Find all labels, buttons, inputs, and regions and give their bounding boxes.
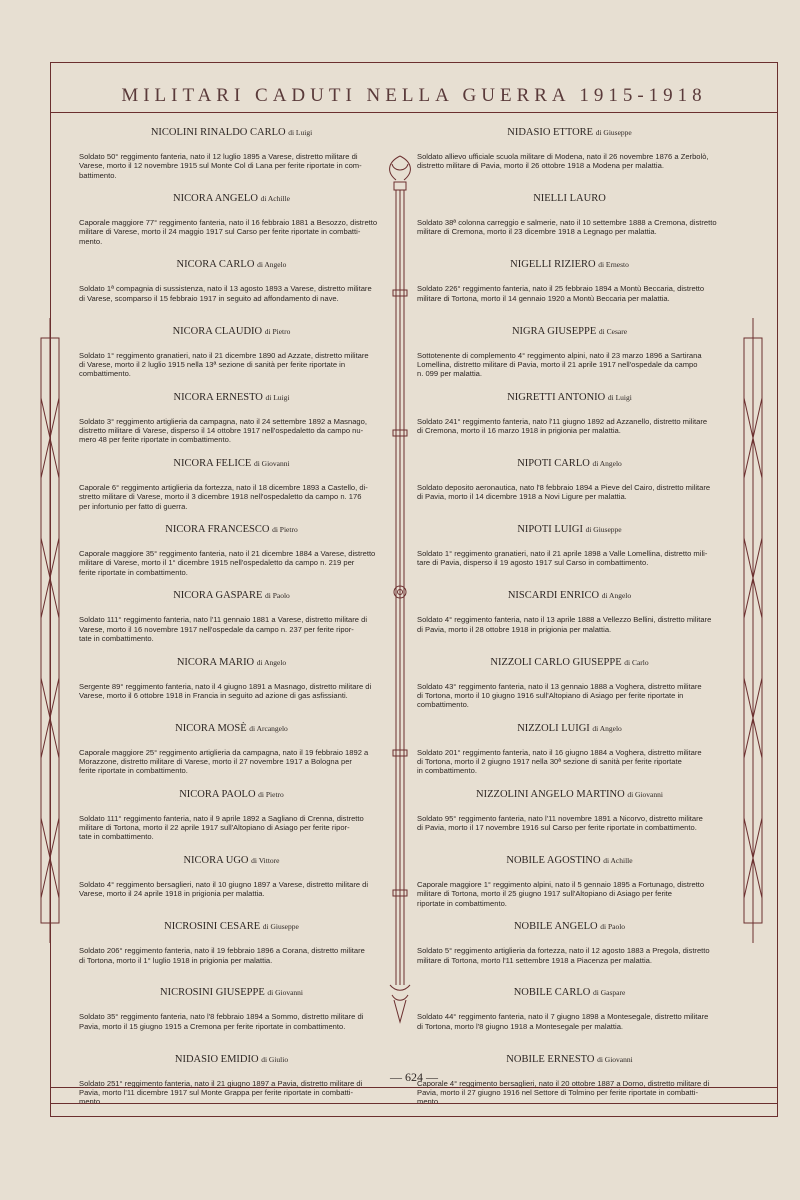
description-line: mento.: [79, 1097, 103, 1107]
patronymic: di Pietro: [258, 789, 284, 799]
description-line: Pavia, morto il 15 giugno 1915 a Cremona per ferite riportate in combattimento.: [79, 1021, 346, 1031]
patronymic: di Angelo: [256, 657, 287, 667]
casualty-description: [79, 218, 384, 246]
description-line: di Varese, scomparso il 15 febbraio 1917 in seguito ad affondamento di nave.: [79, 293, 339, 303]
description-line: Soldato 251° reggimento fanteria, nato il 21 giugno 1897 a Pavia, distretto militare di: [79, 1078, 363, 1088]
patronymic: di Pietro: [264, 326, 291, 336]
description-line: ferite riportate in combattimento.: [79, 567, 188, 577]
left-column: [79, 126, 384, 1119]
casualty-description: [79, 682, 384, 701]
name-text: NICORA ANGELO: [173, 193, 258, 205]
description-line: Soldato 1° reggimento granatieri, nato il 21 dicembre 1890 ad Azzate, distretto militare: [79, 350, 369, 360]
casualty-name: [79, 854, 384, 880]
description-line: combattimento.: [79, 369, 131, 379]
casualty-entry: [417, 325, 722, 391]
patronymic: di Achille: [260, 194, 290, 204]
name-text: NICORA FRANCESCO: [165, 524, 270, 536]
name-text: NIGELLI RIZIERO: [510, 259, 596, 271]
description-line: Sottotenente di complemento 4° reggimento alpini, nato il 23 marzo 1896 a Sartirana: [417, 350, 702, 360]
casualty-description: [417, 946, 722, 965]
description-line: Soldato 241° reggimento fanteria, nato l'11 giugno 1892 ad Azzanello, distretto militare: [417, 416, 708, 426]
description-line: Varese, morto il 16 novembre 1917 nell'ospedale da campo n. 237 per ferite ripor-: [79, 624, 354, 634]
description-line: mento.: [79, 236, 103, 246]
description-line: stretto militare di Varese, morto il 3 dicembre 1918 nell'ospedaletto da campo n. 176: [79, 492, 362, 502]
casualty-entry: [79, 325, 384, 391]
description-line: tare di Pavia, disperso il 19 agosto 1917 sul Carso in combattimento.: [417, 558, 649, 568]
name-text: NOBILE AGOSTINO: [506, 855, 601, 867]
description-line: Soldato 1° reggimento granatieri, nato il 21 aprile 1898 a Valle Lomellina, distretto mili-: [417, 549, 708, 559]
name-text: NICORA CLAUDIO: [172, 325, 263, 337]
casualty-entry: [79, 589, 384, 655]
casualty-description: [417, 417, 722, 436]
casualty-name: [417, 920, 722, 946]
casualty-name: [417, 192, 722, 218]
description-line: Lomellina, distretto militare di Pavia, morto il 21 aprile 1917 nell'ospedale da campo: [417, 359, 698, 369]
casualty-description: [417, 880, 722, 908]
patronymic: di Vittore: [251, 856, 280, 866]
description-line: Varese, morto il 12 novembre 1915 sul Monte Col di Lana per ferite riportate in com-: [79, 161, 362, 171]
right-column: [417, 126, 722, 1119]
casualty-name: [79, 325, 384, 351]
description-line: ferite riportate in combattimento.: [79, 766, 188, 776]
casualty-name: [79, 258, 384, 284]
casualty-name: [417, 854, 722, 880]
name-text: NICROSINI GIUSEPPE: [160, 987, 265, 999]
description-line: militare di Tortona, morto il 22 aprile 1917 sull'Altopiano di Asiago per ferite ripor-: [79, 823, 350, 833]
casualty-description: [417, 682, 722, 710]
casualty-entry: [79, 986, 384, 1052]
description-line: Soldato 38ª colonna carreggio e salmerie, nato il 10 settembre 1888 a Cremona, distretto: [417, 218, 717, 228]
casualty-name: [79, 656, 384, 682]
patronymic: di Giuseppe: [262, 922, 299, 932]
casualty-entry: [79, 126, 384, 192]
description-line: Caporale 6° reggimento artiglieria da fortezza, nato il 18 dicembre 1893 a Castello, di-: [79, 482, 368, 492]
casualty-entry: [417, 523, 722, 589]
casualty-name: [417, 391, 722, 417]
casualty-entry: [417, 457, 722, 523]
casualty-entry: [79, 656, 384, 722]
name-text: NICORA CARLO: [176, 259, 255, 271]
casualty-description: [79, 483, 384, 511]
name-text: NICORA GASPARE: [173, 590, 263, 602]
patronymic: di Angelo: [592, 723, 622, 733]
patronymic: di Pietro: [272, 525, 298, 535]
description-line: Caporale maggiore 1° reggimento alpini, nato il 5 gennaio 1895 a Fortunago, distretto: [417, 880, 705, 890]
casualty-description: [417, 748, 722, 776]
name-text: NICORA MARIO: [176, 656, 255, 668]
casualty-entry: [79, 854, 384, 920]
name-text: NICORA ERNESTO: [173, 391, 263, 403]
casualty-name: [417, 325, 722, 351]
footer-rule-lower: [51, 1103, 777, 1104]
description-line: Caporale maggiore 77° reggimento fanteria, nato il 16 febbraio 1881 a Besozzo, distretto: [79, 218, 378, 228]
footer-rule: [51, 1087, 777, 1088]
description-line: Soldato 44° reggimento fanteria, nato il 7 giugno 1898 a Montesegale, distretto militare: [417, 1012, 709, 1022]
casualty-description: [417, 615, 722, 634]
casualty-entry: [417, 920, 722, 986]
casualty-name: [417, 986, 722, 1012]
name-text: NIZZOLI LUIGI: [517, 722, 590, 734]
casualty-name: [417, 523, 722, 549]
name-text: NICROSINI CESARE: [164, 921, 261, 933]
casualty-entry: [417, 788, 722, 854]
description-line: di Tortona, morto l'8 giugno 1918 a Montesegale per malattia.: [417, 1021, 624, 1031]
casualty-entry: [417, 192, 722, 258]
description-line: Soldato 201° reggimento fanteria, nato il 16 giugno 1884 a Voghera, distretto militare: [417, 747, 702, 757]
description-line: Varese, morto il 6 ottobre 1918 in Francia in seguito ad azione di gas asfissianti.: [79, 690, 348, 700]
description-line: di Pavia, morto il 14 dicembre 1918 a Novi Ligure per malattia.: [417, 492, 627, 502]
header-rule: [51, 112, 777, 113]
description-line: Soldato 95° reggimento fanteria, nato l'11 novembre 1891 a Nicorvo, distretto militare: [417, 813, 703, 823]
casualty-entry: [79, 258, 384, 324]
description-line: per infortunio per fatto di guerra.: [79, 501, 188, 511]
patronymic: di Achille: [603, 856, 633, 866]
description-line: Soldato deposito aeronautica, nato l'8 febbraio 1894 a Pieve del Cairo, distretto militare: [417, 482, 711, 492]
description-line: Soldato 50° reggimento fanteria, nato il 12 luglio 1895 a Varese, distretto militare di: [79, 152, 358, 161]
description-line: di Cremona, morto il 16 marzo 1918 in prigionia per malattia.: [417, 426, 621, 436]
casualty-name: [79, 986, 384, 1012]
casualty-name: [417, 589, 722, 615]
name-text: NICORA PAOLO: [179, 788, 256, 800]
name-text: NIGRA GIUSEPPE: [511, 325, 597, 337]
casualty-entry: [417, 589, 722, 655]
casualty-description: [79, 946, 384, 965]
name-text: NICORA MOSÈ: [175, 722, 247, 734]
description-line: militare di Cremona, morto il 23 dicembre 1918 a Legnago per malattia.: [417, 227, 657, 237]
patronymic: di Giulio: [261, 1054, 289, 1064]
fasces-ornament-icon: [382, 150, 418, 1030]
casualty-description: [417, 549, 722, 568]
description-line: Soldato 111° reggimento fanteria, nato l'11 gennaio 1881 a Varese, distretto militare di: [79, 615, 368, 625]
description-line: distretto militare di Pavia, morto il 26 ottobre 1918 a Modena per malattia.: [417, 161, 664, 171]
casualty-description: [79, 615, 384, 643]
name-text: NIDASIO EMIDIO: [174, 1053, 259, 1065]
casualty-entry: [79, 722, 384, 788]
casualty-name: [79, 589, 384, 615]
casualty-description: [79, 284, 384, 303]
casualty-name: [79, 523, 384, 549]
name-text: NICOLINI RINALDO CARLO: [150, 127, 286, 138]
description-line: militare di Varese, morto il 24 maggio 1917 sul Carso per ferite riportate in combatti-: [79, 227, 361, 237]
patronymic: di Paolo: [265, 591, 290, 601]
description-line: Soldato 206° reggimento fanteria, nato il 19 febbraio 1896 a Corana, distretto militare: [79, 946, 365, 956]
patronymic: di Giovanni: [267, 988, 303, 998]
name-text: NIDASIO ETTORE: [507, 127, 594, 138]
description-line: battimento.: [79, 170, 117, 180]
patronymic: di Angelo: [601, 591, 632, 601]
casualty-entry: [79, 457, 384, 523]
description-line: di Tortona, morto il 2 giugno 1917 nella 30ª sezione di sanità per ferite riportate: [417, 756, 682, 766]
casualty-name: [79, 788, 384, 814]
description-line: Sergente 89° reggimento fanteria, nato il 4 giugno 1891 a Masnago, distretto militare di: [79, 681, 372, 691]
casualty-entry: [79, 391, 384, 457]
casualty-entry: [79, 523, 384, 589]
name-text: NOBILE ERNESTO: [506, 1053, 595, 1065]
description-line: Soldato allievo ufficiale scuola militare di Modena, nato il 26 novembre 1876 a Zerbolò,: [417, 152, 709, 161]
casualty-entry: [417, 258, 722, 324]
patronymic: di Luigi: [265, 392, 290, 402]
description-line: Soldato 4° reggimento fanteria, nato il 13 aprile 1888 a Vellezzo Bellini, distretto militare: [417, 615, 712, 625]
description-line: mero 48 per ferite riportate in combattimento.: [79, 435, 231, 445]
casualty-description: [79, 152, 384, 180]
casualty-name: [417, 258, 722, 284]
description-line: n. 099 per malattia.: [417, 369, 483, 379]
casualty-description: [79, 814, 384, 842]
casualty-name: [79, 920, 384, 946]
name-text: NICORA UGO: [183, 855, 249, 867]
description-line: mento.: [417, 1097, 441, 1107]
patronymic: di Giovanni: [253, 458, 290, 468]
patronymic: di Carlo: [624, 657, 649, 667]
description-line: Soldato 43° reggimento fanteria, nato il 13 gennaio 1888 a Voghera, distretto militare: [417, 681, 702, 691]
description-line: distretto militare di Varese, disperso il 14 ottobre 1917 nell'ospedaletto da campo nu-: [79, 426, 364, 436]
name-text: NIZZOLINI ANGELO MARTINO: [476, 788, 625, 800]
description-line: tate in combattimento.: [79, 633, 154, 643]
description-line: Soldato 1ª compagnia di sussistenza, nato il 13 agosto 1893 a Varese, distretto militare: [79, 284, 372, 294]
patronymic: di Arcangelo: [249, 723, 288, 733]
name-text: NISCARDI ENRICO: [507, 590, 600, 602]
patronymic: di Paolo: [600, 922, 626, 932]
casualty-name: [79, 722, 384, 748]
patronymic: di Giuseppe: [585, 525, 622, 535]
description-line: Soldato 111° reggimento fanteria, nato il 9 aprile 1892 a Sagliano di Crenna, distretto: [79, 813, 364, 823]
description-line: Caporale maggiore 35° reggimento fanteria, nato il 21 dicembre 1884 a Varese, distretto: [79, 549, 376, 559]
name-text: NIGRETTI ANTONIO: [507, 391, 606, 403]
description-line: Soldato 4° reggimento bersaglieri, nato il 10 giugno 1897 a Varese, distretto militare di: [79, 880, 369, 890]
casualty-description: [417, 483, 722, 502]
description-line: militare di Tortona, morto il 25 giugno 1917 sull'Altopiano di Asiago per ferite: [417, 889, 673, 899]
patronymic: di Cesare: [598, 326, 628, 336]
name-text: NOBILE CARLO: [513, 987, 591, 999]
patronymic: di Angelo: [257, 260, 287, 270]
patronymic: di Luigi: [288, 128, 313, 137]
casualty-entry: [79, 788, 384, 854]
patronymic: di Giuseppe: [595, 128, 632, 137]
right-border-ornament-icon: [741, 318, 765, 943]
casualty-entry: [417, 722, 722, 788]
name-text: NIPOTI LUIGI: [517, 524, 583, 536]
casualty-description: [79, 549, 384, 577]
description-line: Soldato 5° reggimento artiglieria da fortezza, nato il 12 agosto 1883 a Pregola, distretto: [417, 946, 710, 956]
description-line: Soldato 3° reggimento artiglieria da campagna, nato il 24 settembre 1892 a Masnago,: [79, 416, 367, 426]
name-text: NIPOTI CARLO: [517, 457, 590, 469]
patronymic: di Giovanni: [627, 789, 663, 799]
description-line: Varese, morto il 24 aprile 1918 in prigionia per malattia.: [79, 889, 265, 899]
page-title: MILITARI CADUTI NELLA GUERRA 1915-1918: [121, 85, 707, 106]
description-line: militare di Varese, morto il 1° dicembre 1915 nell'ospedaletto da campo n. 219 per: [79, 558, 355, 568]
casualty-name: [417, 457, 722, 483]
casualty-name: [79, 192, 384, 218]
casualty-entry: [417, 126, 722, 192]
patronymic: di Gaspare: [593, 988, 626, 998]
description-line: combattimento.: [417, 700, 469, 710]
description-line: di Pavia, morto il 17 novembre 1916 sul Carso per ferite riportate in combattimento.: [417, 823, 697, 833]
patronymic: di Angelo: [592, 458, 622, 468]
casualty-description: [79, 748, 384, 776]
description-line: di Varese, morto il 2 luglio 1915 nella 13ª sezione di sanità per ferite riportate in: [79, 359, 346, 369]
casualty-entry: [79, 920, 384, 986]
casualty-description: [417, 814, 722, 833]
casualty-description: [417, 218, 722, 237]
casualty-description: [79, 351, 384, 379]
description-line: Pavia, morto il 27 giugno 1916 nel Settore di Tolmino per ferite riportate in combatti-: [417, 1087, 698, 1097]
description-line: militare di Tortona, morto il 14 gennaio 1920 a Montù Beccaria per malattia.: [417, 293, 670, 303]
casualty-description: [417, 351, 722, 379]
casualty-name: [79, 126, 384, 152]
casualty-description: [417, 152, 722, 171]
description-line: Caporale 4° reggimento bersaglieri, nato il 20 ottobre 1887 a Dorno, distretto militare di: [417, 1078, 710, 1088]
left-border-ornament-icon: [38, 318, 62, 943]
description-line: tate in combattimento.: [79, 832, 154, 842]
casualty-description: [417, 1012, 722, 1031]
casualty-entry: [417, 391, 722, 457]
name-text: NICORA FELICE: [173, 457, 252, 469]
description-line: di Tortona, morto il 10 giugno 1916 sull'Altopiano di Asiago per ferite riportate in: [417, 690, 684, 700]
casualty-name: [417, 126, 722, 152]
casualty-entry: [417, 656, 722, 722]
name-text: NIELLI LAURO: [533, 193, 606, 205]
casualty-entry: [417, 986, 722, 1052]
description-line: di Tortona, morto il 1° luglio 1918 in prigionia per malattia.: [79, 955, 273, 965]
casualty-entry: [79, 1053, 384, 1119]
description-line: Soldato 35° reggimento fanteria, nato l'8 febbraio 1894 a Sommo, distretto militare di: [79, 1012, 364, 1022]
name-text: NOBILE ANGELO: [513, 921, 598, 933]
page-number: — 624 —: [390, 1070, 438, 1084]
casualty-name: [79, 457, 384, 483]
casualty-name: [417, 656, 722, 682]
casualty-entry: [417, 854, 722, 920]
casualty-description: [417, 284, 722, 303]
name-text: NIZZOLI CARLO GIUSEPPE: [490, 656, 622, 668]
description-line: di Pavia, morto il 28 ottobre 1918 in prigionia per malattia.: [417, 624, 612, 634]
casualty-name: [417, 788, 722, 814]
casualty-entry: [417, 1053, 722, 1119]
patronymic: di Luigi: [607, 392, 632, 402]
description-line: Caporale maggiore 25° reggimento artiglieria da campagna, nato il 19 febbraio 1892 a: [79, 747, 369, 757]
description-line: in combattimento.: [417, 766, 477, 776]
description-line: militare di Tortona, morto l'11 settembre 1918 a Piacenza per malattia.: [417, 955, 653, 965]
casualty-description: [79, 417, 384, 445]
casualty-name: [417, 722, 722, 748]
patronymic: di Giovanni: [597, 1054, 633, 1064]
patronymic: di Ernesto: [598, 260, 629, 270]
casualty-name: [79, 391, 384, 417]
casualty-entry: [79, 192, 384, 258]
casualty-description: [79, 1012, 384, 1031]
description-line: Soldato 226° reggimento fanteria, nato il 25 febbraio 1894 a Montù Beccaria, distretto: [417, 284, 705, 294]
description-line: Pavia, morto l'11 dicembre 1917 sul Monte Grappa per ferite riportate in combatti-: [79, 1087, 353, 1097]
description-line: Morazzone, distretto militare di Varese, morto il 27 novembre 1917 a Bologna per: [79, 756, 352, 766]
casualty-description: [79, 880, 384, 899]
description-line: riportate in combattimento.: [417, 898, 507, 908]
